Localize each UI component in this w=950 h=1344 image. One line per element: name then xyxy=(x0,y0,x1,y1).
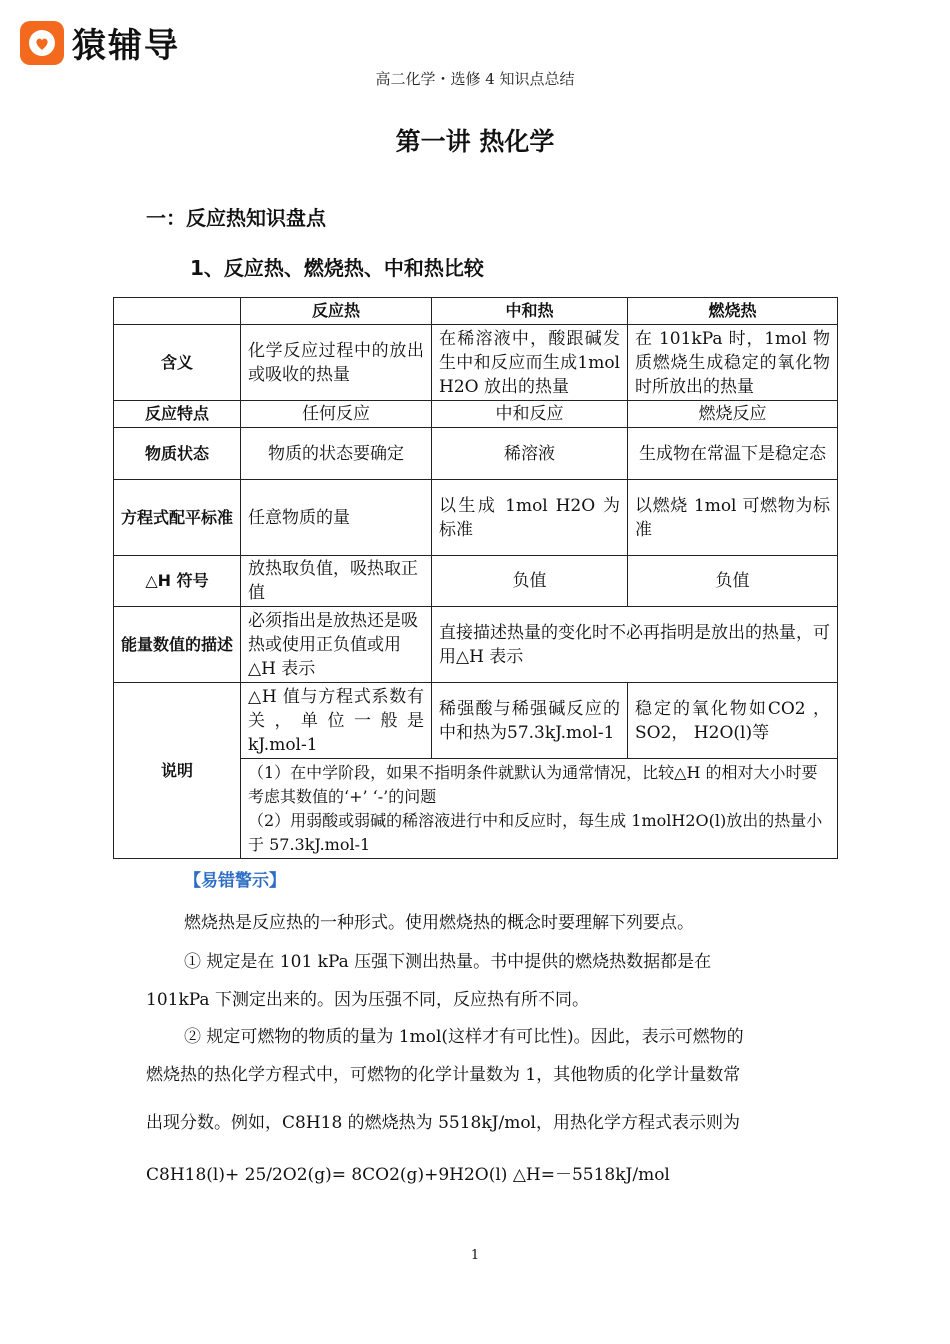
column-header: 燃烧热 xyxy=(628,298,838,325)
note-line: （2）用弱酸或弱碱的稀溶液进行中和反应时，每生成 1molH2O(l)放出的热量小于 57.3kJ.mol-1 xyxy=(248,810,823,854)
table-row xyxy=(114,607,838,683)
table-cell: 物质的状态要确定 xyxy=(241,428,432,480)
row-label: 含义 xyxy=(114,325,241,401)
paragraph-line: 燃烧热的热化学方程式中，可燃物的化学计量数为 1，其他物质的化学计量数常 xyxy=(146,1065,741,1085)
note-line: （1）在中学阶段，如果不指明条件就默认为通常情况，比较△H 的相对大小时要考虑其数值的‘+’ ‘-’的问题 xyxy=(248,762,818,806)
paragraph-line: ① 规定是在 101 kPa 压强下测出热量。书中提供的燃烧热数据都是在 xyxy=(184,952,712,972)
table-cell: 燃烧反应 xyxy=(628,401,838,428)
table-cell: △H 值与方程式系数有关，单位一般是kJ.mol-1 xyxy=(241,683,432,759)
paragraph-line: 101kPa 下测定出来的。因为压强不同，反应热有所不同。 xyxy=(146,990,589,1010)
table-cell: 生成物在常温下是稳定态 xyxy=(628,428,838,480)
table-cell: 任何反应 xyxy=(241,401,432,428)
table-cell: 在 101kPa 时，1mol 物质燃烧生成稳定的氧化物时所放出的热量 xyxy=(628,325,838,401)
table-cell: 任意物质的量 xyxy=(241,480,432,556)
table-cell: 负值 xyxy=(628,556,838,607)
table-row xyxy=(114,556,838,607)
table-cell: 以燃烧 1mol 可燃物为标准 xyxy=(628,480,838,556)
row-label: 能量数值的描述 xyxy=(114,607,241,683)
equation-line: C8H18(l)+ 25/2O2(g)= 8CO2(g)+9H2O(l) △H=－5518kJ/mol xyxy=(146,1165,670,1185)
table-notes-cell xyxy=(241,759,838,859)
table-row xyxy=(114,683,838,759)
table-cell: 必须指出是放热还是吸热或使用正负值或用△H 表示 xyxy=(241,607,432,683)
row-label: 说明 xyxy=(114,683,241,859)
section-heading: 一：反应热知识盘点 xyxy=(146,206,326,230)
table-cell: 稀溶液 xyxy=(432,428,628,480)
table-cell: 以生成 1mol H2O 为标准 xyxy=(432,480,628,556)
brand-name: 猿辅导 xyxy=(72,26,180,66)
table-corner-cell xyxy=(114,298,241,325)
table-cell: 在稀溶液中，酸跟碱发生中和反应而生成1mol H2O 放出的热量 xyxy=(432,325,628,401)
brand-logo xyxy=(20,18,180,67)
comparison-table xyxy=(113,297,838,859)
table-row xyxy=(114,428,838,480)
table-cell: 放热取负值，吸热取正值 xyxy=(241,556,432,607)
table-row xyxy=(114,325,838,401)
paragraph-line: 出现分数。例如，C8H18 的燃烧热为 5518kJ/mol，用热化学方程式表示则为 xyxy=(146,1113,740,1133)
table-cell: 中和反应 xyxy=(432,401,628,428)
row-label: 反应特点 xyxy=(114,401,241,428)
subsection-heading: 1、反应热、燃烧热、中和热比较 xyxy=(190,256,484,280)
table-header-row xyxy=(114,298,838,325)
table-cell: 化学反应过程中的放出或吸收的热量 xyxy=(241,325,432,401)
page-number: 1 xyxy=(470,1248,480,1263)
warning-title: 【易错警示】 xyxy=(184,871,286,891)
table-row xyxy=(114,401,838,428)
page-title: 第一讲 热化学 xyxy=(395,127,555,156)
table-row xyxy=(114,480,838,556)
table-cell: 负值 xyxy=(432,556,628,607)
row-label: △H 符号 xyxy=(114,556,241,607)
paragraph-line: ② 规定可燃物的物质的量为 1mol(这样才有可比性)。因此，表示可燃物的 xyxy=(184,1027,744,1047)
row-label: 物质状态 xyxy=(114,428,241,480)
column-header: 中和热 xyxy=(432,298,628,325)
table-cell: 稳定的氧化物如CO2 ，SO2， H2O(l)等 xyxy=(628,683,838,759)
heart-logo-icon xyxy=(20,21,64,65)
table-cell: 稀强酸与稀强碱反应的中和热为57.3kJ.mol-1 xyxy=(432,683,628,759)
running-header: 高二化学・选修 4 知识点总结 xyxy=(375,70,575,88)
paragraph-line: 燃烧热是反应热的一种形式。使用燃烧热的概念时要理解下列要点。 xyxy=(184,913,694,933)
row-label: 方程式配平标准 xyxy=(114,480,241,556)
column-header: 反应热 xyxy=(241,298,432,325)
table-cell: 直接描述热量的变化时不必再指明是放出的热量，可用△H 表示 xyxy=(432,607,838,683)
